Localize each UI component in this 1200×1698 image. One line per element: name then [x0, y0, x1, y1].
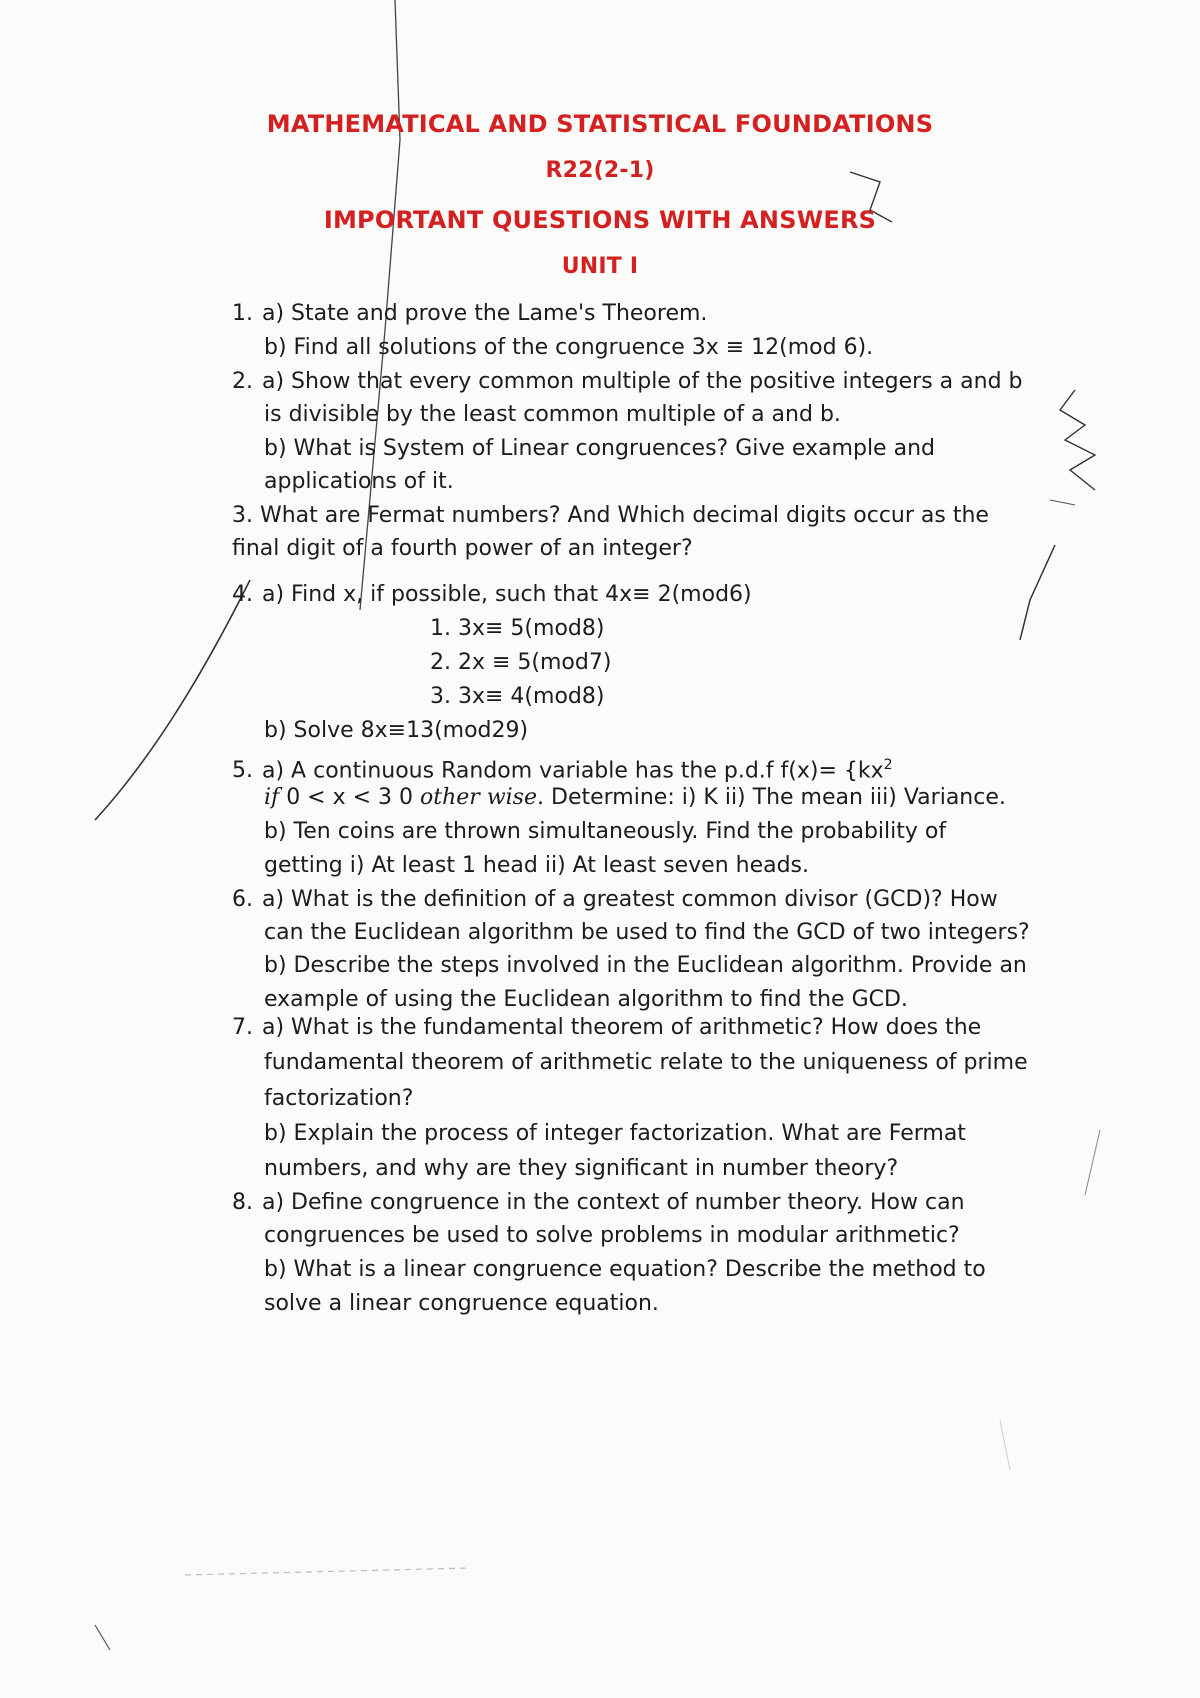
question-2a-cont: is divisible by the least common multiple of a and b. [264, 402, 841, 427]
question-2b-cont: applications of it. [264, 469, 454, 494]
question-4-sub-1: 1. 3x≡ 5(mod8) [430, 616, 605, 641]
question-8b: b) What is a linear congruence equation? Describe the method to [264, 1257, 986, 1282]
condition-range: 0 < x < 3 0 [286, 785, 414, 810]
document-title: MATHEMATICAL AND STATISTICAL FOUNDATIONS [266, 110, 934, 138]
question-5b-cont: getting i) At least 1 head ii) At least seven heads. [264, 853, 810, 878]
question-5b: b) Ten coins are thrown simultaneously. Find the probability of [264, 819, 947, 844]
question-4b: b) Solve 8x≡13(mod29) [264, 718, 529, 743]
question-text: a) What is the definition of a greatest common divisor (GCD)? How [262, 887, 998, 912]
question-text: a) What is the fundamental theorem of arithmetic? How does the [262, 1015, 982, 1040]
question-2b: b) What is System of Linear congruences? Give example and [264, 436, 935, 461]
exponent: 2 [883, 757, 893, 773]
question-number: 4. [232, 582, 253, 607]
question-6b: b) Describe the steps involved in the Euclidean algorithm. Provide an [264, 953, 1027, 978]
question-8a [232, 1189, 965, 1217]
question-number: 5. [232, 758, 253, 784]
question-6a-cont: can the Euclidean algorithm be used to find the GCD of two integers? [264, 920, 1030, 945]
regulation-code: R22(2-1) [545, 158, 655, 183]
question-text: a) Show that every common multiple of the positive integers a and b [262, 369, 1023, 394]
question-6b-cont: example of using the Euclidean algorithm to find the GCD. [264, 987, 908, 1012]
question-1b: b) Find all solutions of the congruence 3x ≡ 12(mod 6). [264, 335, 874, 360]
question-6a [232, 886, 998, 914]
question-text: a) A continuous Random variable has the p.d.f f(x)= {kx [262, 758, 884, 784]
unit-heading: UNIT I [561, 254, 639, 279]
question-1a [232, 300, 707, 328]
question-7b-cont: numbers, and why are they significant in number theory? [264, 1156, 899, 1181]
question-8b-cont: solve a linear congruence equation. [264, 1291, 659, 1316]
question-7a [232, 1014, 981, 1042]
question-3: 3. What are Fermat numbers? And Which decimal digits occur as the [232, 503, 989, 528]
question-7a-cont-2: factorization? [264, 1086, 414, 1111]
document-subtitle: IMPORTANT QUESTIONS WITH ANSWERS [323, 206, 877, 234]
question-4a [232, 581, 752, 609]
question-number: 1. [232, 301, 253, 326]
question-5a [232, 751, 893, 785]
question-number: 2. [232, 369, 253, 394]
question-text: Determine: i) K ii) The mean iii) Variance. [551, 785, 1006, 810]
question-number: 8. [232, 1190, 253, 1215]
question-number: 6. [232, 887, 253, 912]
question-text: a) Find x, if possible, such that 4x≡ 2(mod6) [262, 582, 752, 607]
condition-if: if [264, 785, 280, 810]
question-2a [232, 368, 1023, 396]
question-8a-cont: congruences be used to solve problems in modular arithmetic? [264, 1223, 960, 1248]
question-text: a) Define congruence in the context of number theory. How can [262, 1190, 965, 1215]
condition-otherwise: other wise. [420, 785, 544, 810]
question-4-sub-2: 2. 2x ≡ 5(mod7) [430, 650, 612, 675]
question-5a-cont [264, 784, 1006, 812]
question-7b: b) Explain the process of integer factorization. What are Fermat [264, 1121, 966, 1146]
question-4-sub-3: 3. 3x≡ 4(mod8) [430, 684, 605, 709]
question-number: 7. [232, 1015, 253, 1040]
question-7a-cont: fundamental theorem of arithmetic relate to the uniqueness of prime [264, 1050, 1028, 1075]
question-text: a) State and prove the Lame's Theorem. [262, 301, 708, 326]
question-3-cont: final digit of a fourth power of an integer? [232, 536, 693, 561]
